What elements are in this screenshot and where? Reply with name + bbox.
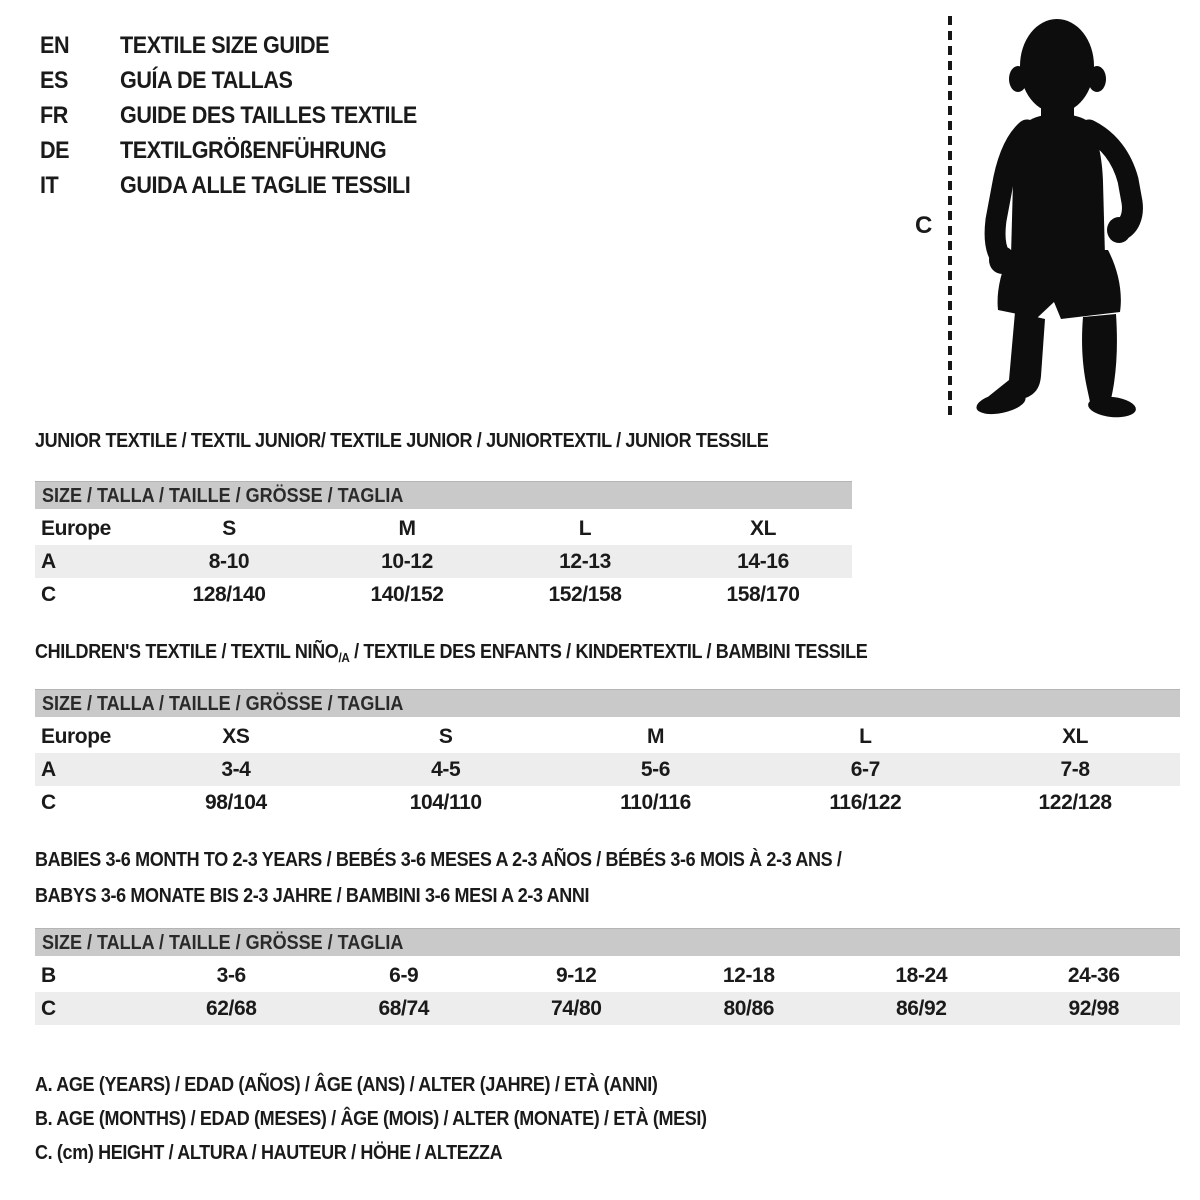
row-label: A (41, 757, 56, 781)
babies-title-line2: BABYS 3-6 MONATE BIS 2-3 JAHRE / BAMBINI 3-6 MESI A 2-3 ANNI (35, 885, 590, 907)
table-cell: XL (1062, 724, 1089, 748)
lang-title: GUÍA DE TALLAS (120, 67, 293, 94)
table-cell: 74/80 (550, 996, 602, 1020)
measure-c-label: C (915, 212, 933, 239)
table-cell: 12-18 (722, 963, 775, 987)
lang-title: TEXTILE SIZE GUIDE (120, 32, 330, 59)
lang-row-en (40, 28, 450, 63)
row-label: Europe (41, 724, 111, 748)
children-title-pre: CHILDREN'S TEXTILE / TEXTIL NIÑO (35, 641, 339, 663)
lang-code: ES (40, 67, 68, 94)
table-cell: 10-12 (381, 549, 433, 573)
children-title-post: / TEXTILE DES ENFANTS / KINDERTEXTIL / BAMBINI TESSILE (349, 641, 868, 663)
table-cell: 24-36 (1067, 963, 1120, 987)
table-row (35, 578, 852, 611)
lang-code: DE (40, 137, 70, 164)
size-header-text: SIZE / TALLA / TAILLE / GRÖSSE / TAGLIA (42, 932, 404, 954)
row-label: A (41, 549, 56, 573)
table-row (35, 992, 1180, 1025)
legend-line-c (35, 1136, 781, 1170)
table-cell: 4-5 (431, 757, 461, 781)
junior-section-title (35, 430, 850, 453)
table-cell: 9-12 (556, 963, 597, 987)
table-row (35, 512, 852, 545)
toddler-silhouette-icon (975, 16, 1151, 420)
size-header-text: SIZE / TALLA / TAILLE / GRÖSSE / TAGLIA (42, 485, 404, 507)
table-cell: L (859, 724, 872, 748)
children-section-title (35, 641, 960, 665)
row-label: Europe (41, 516, 111, 540)
babies-size-header-bar (35, 928, 1180, 956)
table-cell: 122/128 (1038, 790, 1112, 814)
table-cell: S (222, 516, 236, 540)
table-cell: 158/170 (726, 582, 800, 606)
table-cell: 140/152 (370, 582, 444, 606)
table-cell: 98/104 (204, 790, 267, 814)
height-figure (905, 16, 1200, 420)
table-cell: 6-7 (850, 757, 880, 781)
table-cell: M (398, 516, 416, 540)
lang-code: IT (40, 172, 59, 199)
junior-size-table (35, 512, 852, 611)
lang-code: FR (40, 102, 68, 129)
table-row (35, 959, 1180, 992)
children-title-subscript: /A (338, 650, 350, 665)
children-size-table (35, 720, 1180, 819)
table-cell: L (578, 516, 592, 540)
table-cell: 7-8 (1060, 757, 1090, 781)
size-header-text: SIZE / TALLA / TAILLE / GRÖSSE / TAGLIA (42, 693, 404, 715)
lang-row-de (40, 133, 450, 168)
children-size-header-bar (35, 689, 1180, 717)
table-row (35, 720, 1180, 753)
table-cell: 128/140 (192, 582, 266, 606)
lang-row-it (40, 168, 450, 203)
babies-section-title (35, 849, 931, 908)
table-cell: XL (749, 516, 777, 540)
table-cell: 86/92 (895, 996, 947, 1020)
language-title-block (40, 28, 450, 203)
height-measure-line (948, 16, 952, 416)
legend-text-b: B. AGE (MONTHS) / EDAD (MESES) / ÂGE (MOIS) / ALTER (MONATE) / ETÀ (MESI) (35, 1108, 707, 1130)
table-row (35, 786, 1180, 819)
table-cell: 92/98 (1068, 996, 1120, 1020)
children-title-text (35, 641, 867, 665)
row-label: C (41, 790, 56, 814)
row-label: C (41, 996, 56, 1020)
lang-row-es (40, 63, 450, 98)
table-row (35, 753, 1180, 786)
table-cell: 3-4 (221, 757, 251, 781)
table-cell: 6-9 (389, 963, 419, 987)
lang-code: EN (40, 32, 70, 59)
junior-title-text: JUNIOR TEXTILE / TEXTIL JUNIOR/ TEXTILE JUNIOR / JUNIORTEXTIL / JUNIOR TESSILE (35, 430, 769, 452)
table-cell: 116/122 (829, 790, 902, 814)
lang-title: TEXTILGRÖßENFÜHRUNG (120, 137, 387, 164)
babies-size-table (35, 959, 1180, 1025)
lang-row-fr (40, 98, 450, 133)
table-cell: 5-6 (640, 757, 671, 781)
legend-line-a (35, 1068, 781, 1102)
table-cell: 104/110 (409, 790, 482, 814)
lang-title: GUIDE DES TAILLES TEXTILE (120, 102, 417, 129)
babies-title-line1: BABIES 3-6 MONTH TO 2-3 YEARS / BEBÉS 3-6 MESES A 2-3 AÑOS / BÉBÉS 3-6 MOIS À 2-3 ANS / (35, 849, 842, 871)
table-cell: 14-16 (737, 549, 789, 573)
table-cell: M (646, 724, 665, 748)
legend (35, 1068, 781, 1170)
row-label: C (41, 582, 56, 606)
legend-line-b (35, 1102, 781, 1136)
table-row (35, 545, 852, 578)
table-cell: 80/86 (723, 996, 775, 1020)
table-cell: 12-13 (559, 549, 611, 573)
table-cell: S (438, 724, 453, 748)
legend-text-a: A. AGE (YEARS) / EDAD (AÑOS) / ÂGE (ANS) / ALTER (JAHRE) / ETÀ (ANNI) (35, 1074, 658, 1096)
table-cell: 62/68 (205, 996, 257, 1020)
row-label: B (41, 963, 56, 987)
junior-size-header-bar (35, 481, 852, 509)
table-cell: 8-10 (208, 549, 250, 573)
table-cell: XS (222, 724, 250, 748)
table-cell: 3-6 (216, 963, 246, 987)
table-cell: 18-24 (895, 963, 948, 987)
table-cell: 110/116 (620, 790, 691, 814)
table-cell: 152/158 (548, 582, 622, 606)
table-cell: 68/74 (378, 996, 430, 1020)
lang-title: GUIDA ALLE TAGLIE TESSILI (120, 172, 411, 199)
legend-text-c: C. (cm) HEIGHT / ALTURA / HAUTEUR / HÖHE / ALTEZZA (35, 1142, 503, 1164)
